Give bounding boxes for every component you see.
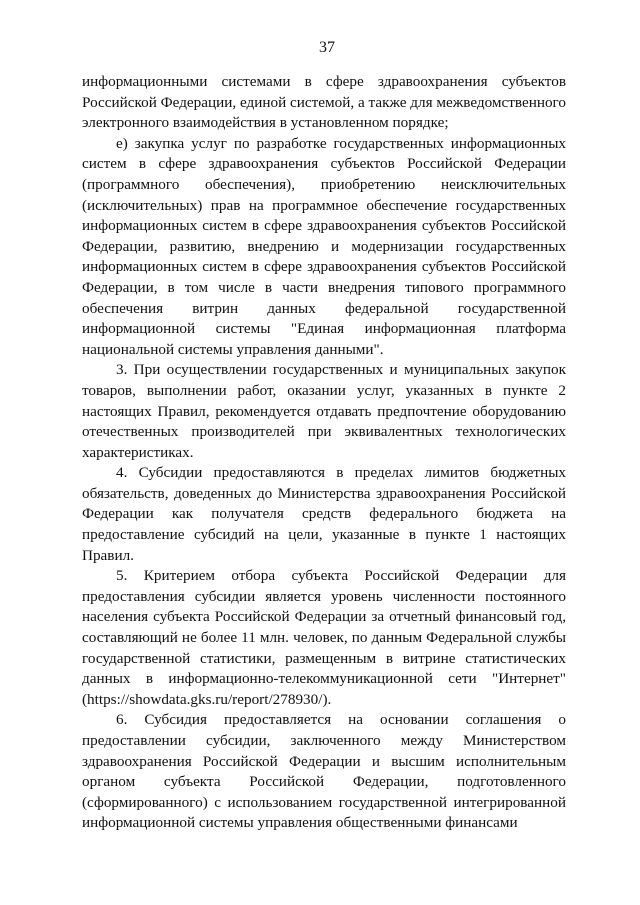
paragraph-4: 4. Субсидии предоставляются в пределах лимитов бюджетных обязательств, доведенных до Министерства здравоохранения Российской Федерации как получателя средств федерального бюджета на предоставление субсидий на цели, указанные в пункте 1 настоящих Правил. [82, 464, 566, 564]
paragraph-3: 3. При осуществлении государственных и муниципальных закупок товаров, выполнении работ, оказании услуг, указанных в пункте 2 настоящих Правил, рекомендуется отдавать предпочтение оборудованию отечественных производителей при эквивалентных технологических характеристиках. [82, 361, 566, 461]
paragraph-6: 6. Субсидия предоставляется на основании соглашения о предоставлении субсидии, заключенного между Министерством здравоохранения Российской Федерации и высшим исполнительным органом субъекта Российской Федерации, подготовленного (сформированного) с использованием государственной интегрированной информационной системы управления общественными финансами [82, 711, 566, 832]
paragraph-continuation: информационными системами в сфере здравоохранения субъектов Российской Федерации, единой системой, а также для межведомственного электронного взаимодействия в установленном порядке; [82, 73, 566, 132]
paragraph-5: 5. Критерием отбора субъекта Российской Федерации для предоставления субсидии является уровень численности постоянного населения субъекта Российской Федерации за отчетный финансовый год, составляющий не более 11 млн. человек, по данным Федеральной службы государственной статистики, размещенным в витрине статистических данных в информационно-телекоммуникационной сети "Интернет" (https://showdata.gks.ru/report/278930/). [82, 567, 566, 708]
page-number: 37 [319, 39, 335, 56]
paragraph-item-e: е) закупка услуг по разработке государственных информационных систем в сфере здравоохранения субъектов Российской Федерации (программного обеспечения), приобретению неисключительных (исключительных) прав на программное обеспечение государственных информационных систем в сфере здравоохранения субъектов Российской Федерации, развитию, внедрению и модернизации государственных информационных систем в сфере здравоохранения субъектов Российской Федерации, в том числе в части внедрения типового программного обеспечения витрин данных федеральной государственной информационной системы "Единая информационная платформа национальной системы управления данными". [82, 134, 566, 358]
document-body [82, 72, 566, 834]
